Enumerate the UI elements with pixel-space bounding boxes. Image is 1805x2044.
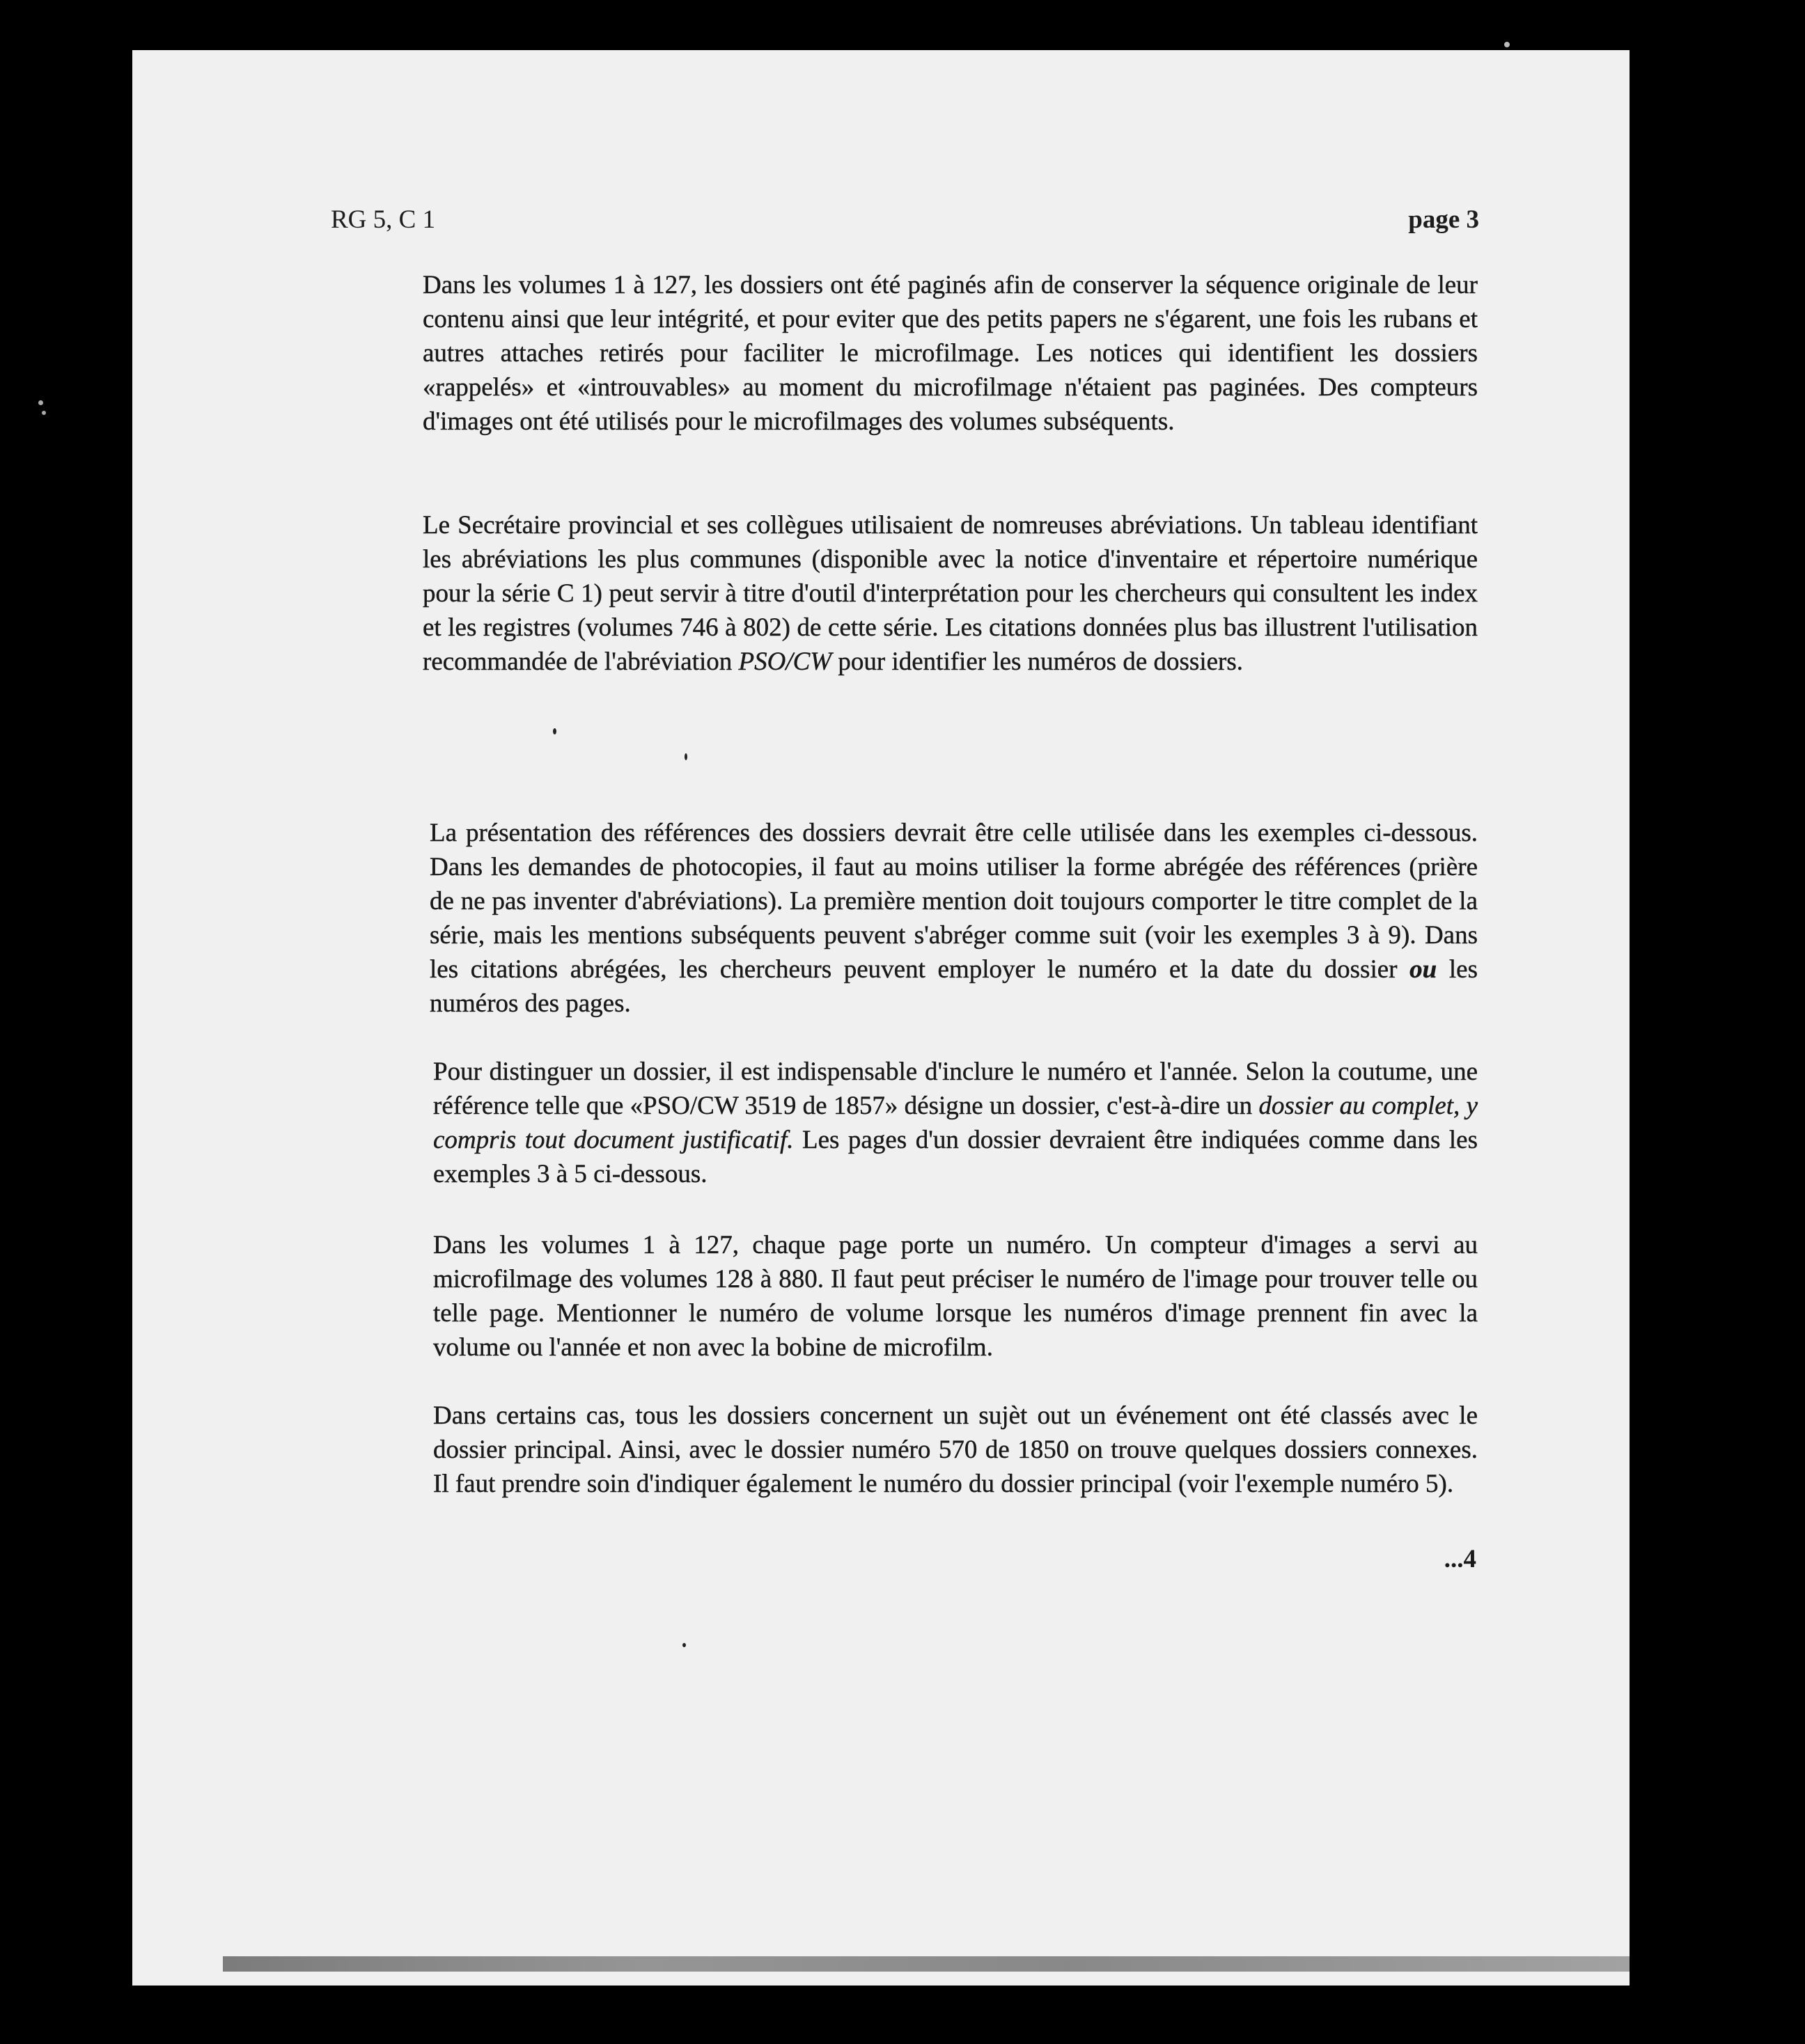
- paragraph-abbreviations: [423, 508, 1478, 679]
- paragraph-references: [430, 816, 1478, 1021]
- scan-speck: [553, 728, 556, 734]
- page-number: page 3: [1408, 205, 1479, 234]
- document-page: [132, 50, 1630, 1986]
- scan-speck: [1504, 42, 1510, 47]
- scan-edge-bar: [223, 1956, 1630, 1972]
- paragraph-text: Pour distinguer un dossier, il est indispensable d'inclure le numéro et l'année. Selon la coutume, une référence telle que «PSO/CW 3519 de 1857» désigne un dossier, c'est-à-dire un: [433, 1058, 1478, 1120]
- paragraph-text: Les pages d'un dossier devraient être indiquées comme dans les exemples 3 à 5 ci-dessous.: [433, 1126, 1478, 1188]
- scan-speck: [682, 1643, 686, 1647]
- paragraph-page-numbers: Dans les volumes 1 à 127, chaque page porte un numéro. Un compteur d'images a servi au microfilmage des volumes 128 à 880. Il faut peut préciser le numéro de l'image pour trouver telle ou telle page. Mentionner le numéro de volume lorsque les numéros d'image prennent fin avec la volume ou l'année et non avec la bobine de microfilm.: [433, 1231, 1478, 1362]
- paragraph-text: pour identifier les numéros de dossiers.: [831, 647, 1243, 676]
- scan-speck: [38, 400, 43, 405]
- paragraph-text: La présentation des références des dossiers devrait être celle utilisée dans les exemples ci-dessous. Dans les demandes de photocopies, il faut au moins utiliser la forme abrégée des références (prière de ne pas inventer d'abréviations). La première mention doit toujours comporter le titre complet de la série, mais les mentions subséquents peuvent s'abréger comme suit (voir les exemples 3 à 9). Dans les citations abrégées, les chercheurs peuvent employer le numéro et la date du dossier: [430, 819, 1478, 984]
- paragraph-distinguish-dossier: [433, 1055, 1478, 1191]
- italic-emphasis: ou: [1409, 955, 1437, 984]
- paragraph-text: Le Secrétaire provincial et ses collègues utilisaient de nomreuses abréviations. Un tableau identifiant les abréviations les plus communes (disponible avec la notice d'inventaire et répertoire numérique pour la série C 1) peut servir à titre d'outil d'interprétation pour les chercheurs qui consultent les index et les registres (volumes 746 à 802) de cette série. Les citations données plus bas illustrent l'utilisation recommandée de l'abréviation: [423, 511, 1478, 676]
- record-group-reference: RG 5, C 1: [331, 205, 436, 234]
- scan-speck: [685, 753, 687, 760]
- continuation-marker: ...4: [1444, 1545, 1476, 1573]
- scan-speck: [42, 411, 46, 415]
- italic-abbreviation: PSO/CW: [738, 647, 832, 676]
- paragraph-pagination: Dans les volumes 1 à 127, les dossiers ont été paginés afin de conserver la séquence originale de leur contenu ainsi que leur intégrité, et pour eviter que des petits papers ne s'égarent, une fois les rubans et autres attaches retirés pour faciliter le microfilmage. Les notices qui identifient les dossiers «rappelés» et «introuvables» au moment du microfilmage n'étaient pas paginées. Des compteurs d'images ont été utilisés pour le microfilmages des volumes subséquents.: [423, 271, 1478, 436]
- paragraph-related-dossiers: Dans certains cas, tous les dossiers concernent un sujèt out un événement ont été classés avec le dossier principal. Ainsi, avec le dossier numéro 570 de 1850 on trouve quelques dossiers connexes. Il faut prendre soin d'indiquer également le numéro du dossier principal (voir l'exemple numéro 5).: [433, 1401, 1478, 1498]
- italic-emphasis: dossier au complet, y compris tout document justificatif.: [433, 1092, 1478, 1154]
- paragraph-text: les numéros des pages.: [430, 955, 1478, 1018]
